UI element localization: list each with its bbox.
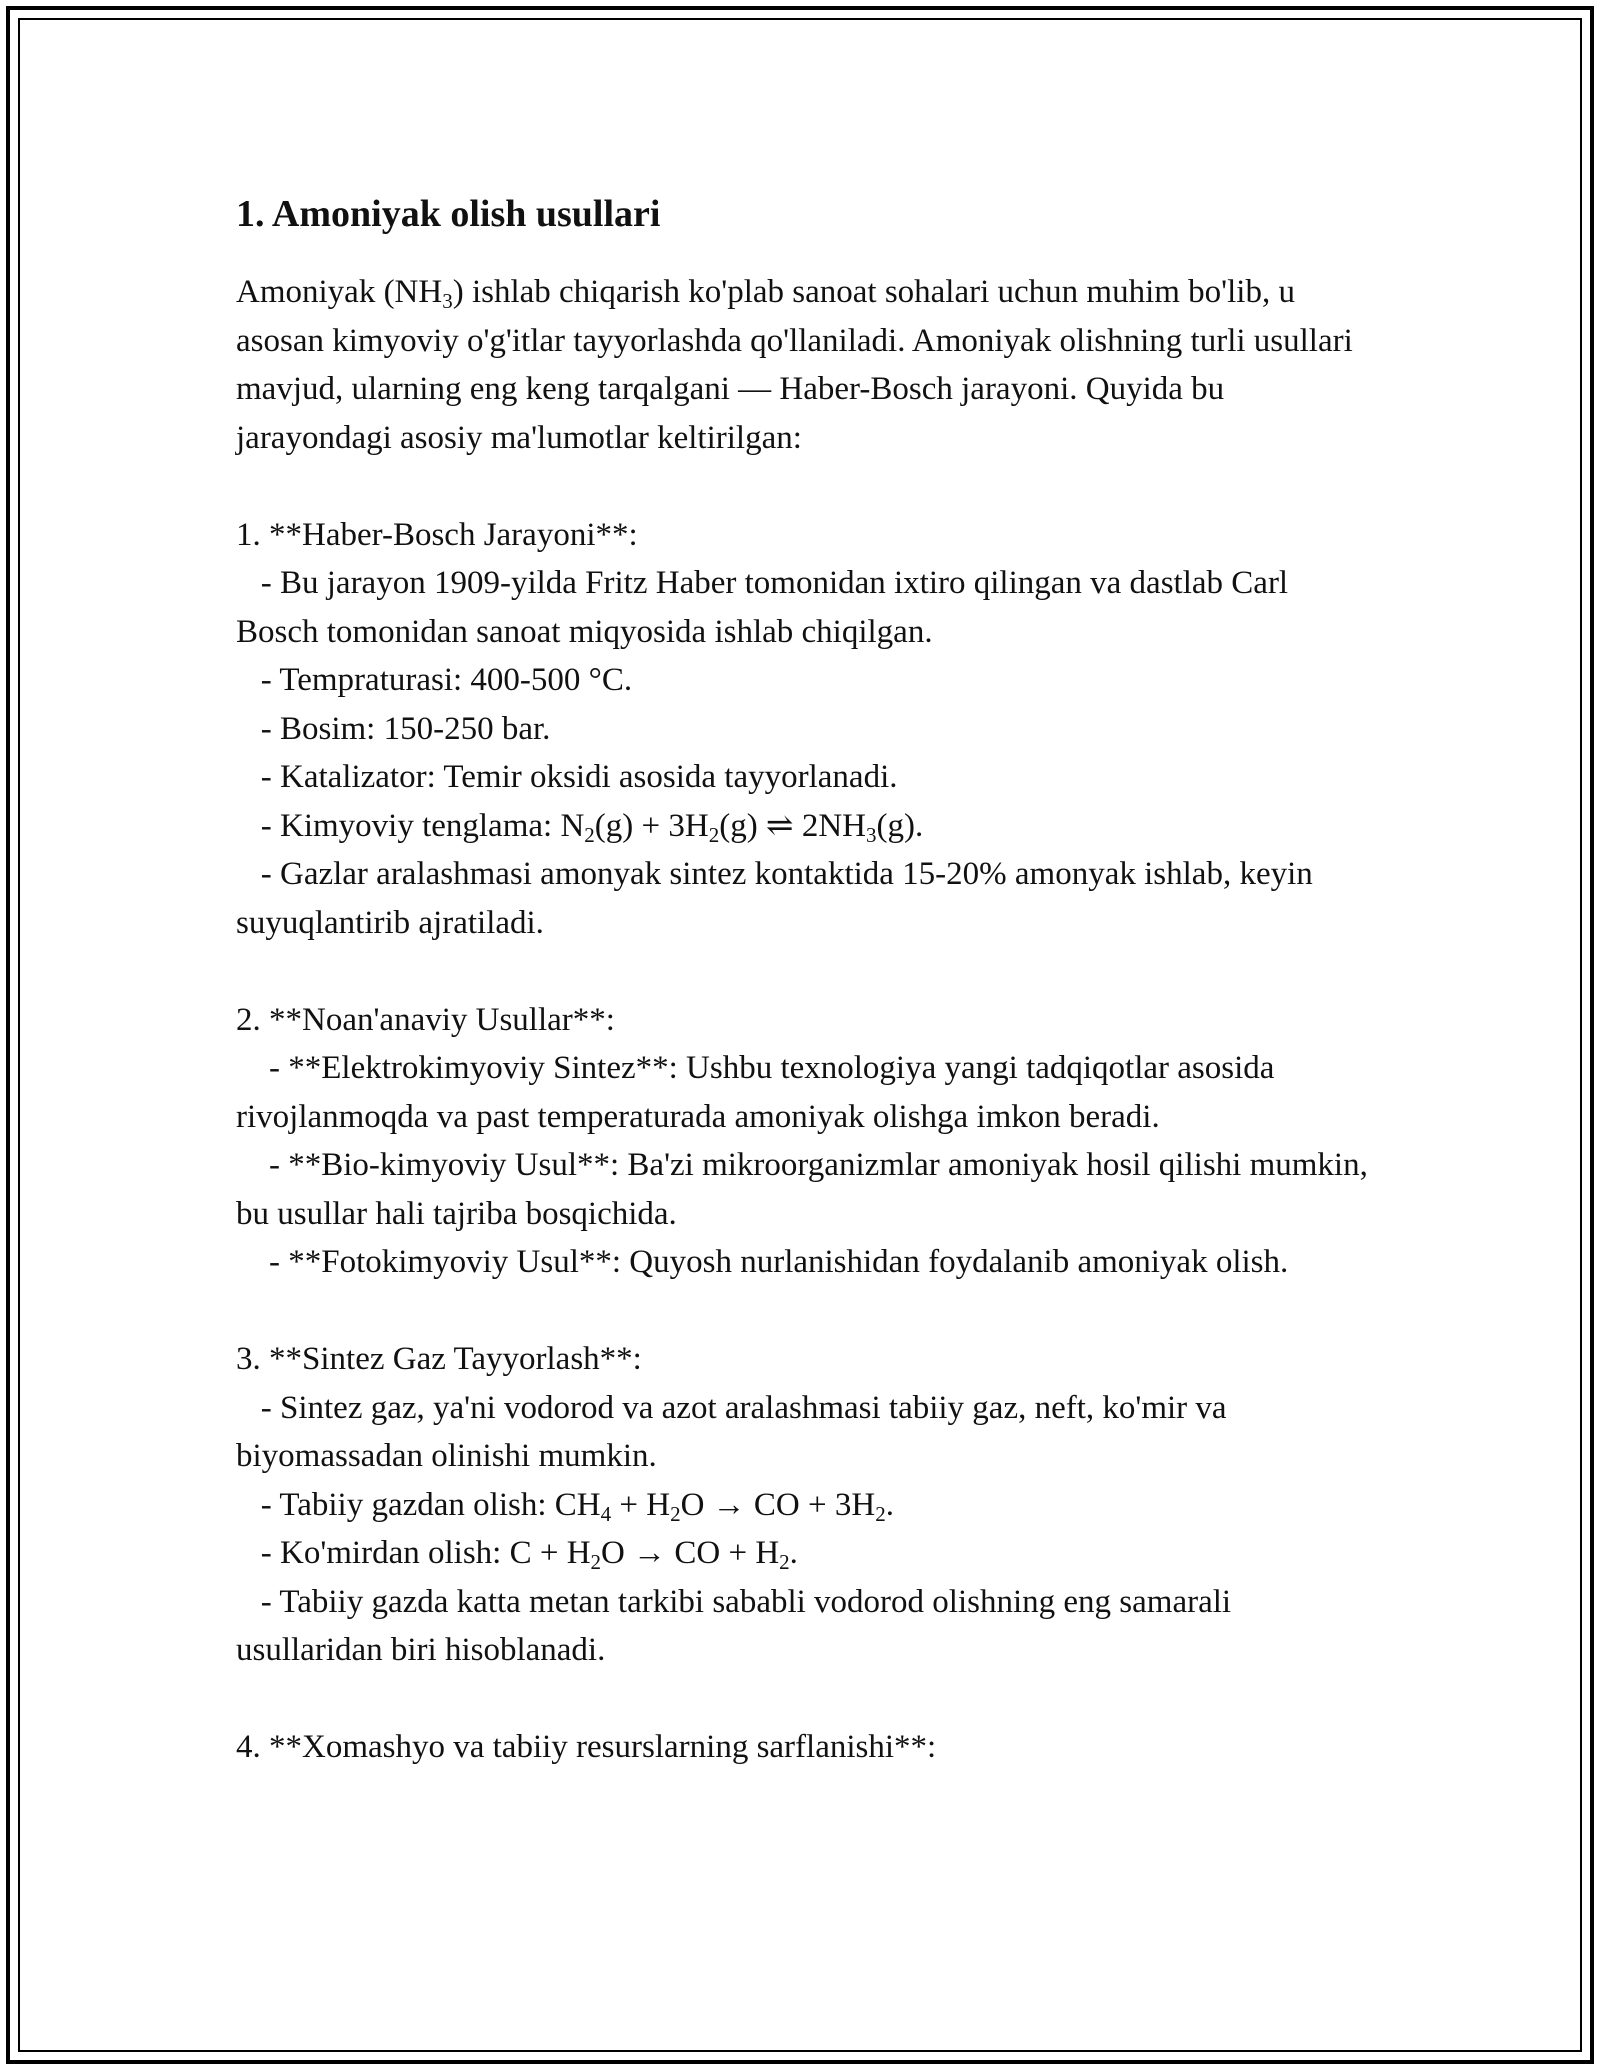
section3-title: 3. **Sintez Gaz Tayyorlash**: (236, 1341, 642, 1377)
eq-part: O → CO + H (601, 1535, 780, 1571)
eq-subscript: 2 (584, 822, 595, 847)
intro-text-2: ) ishlab chiqarish ko'plab sanoat sohalari uchun muhim bo'lib, u asosan kimyoviy o'g'itlar tayyorlashda qo'llaniladi. Amoniyak olishning turli usullari mavjud, ularning eng keng tarqalgani — Haber-Bosch jarayoni. Quyida bu jarayondagi asosiy ma'lumotlar keltirilgan: (236, 274, 1353, 456)
eq-subscript: 3 (866, 822, 877, 847)
section2-bullet-1: - **Elektrokimyoviy Sintez**: Ushbu texnologiya yangi tadqiqotlar asosida rivojlanmoqda va past temperaturada amoniyak olishga imkon beradi. (236, 1050, 1283, 1135)
section1-bullet-5-equation (236, 802, 1376, 851)
eq-part: - Ko'mirdan olish: C + H (236, 1535, 591, 1571)
section1-bullet-3: - Bosim: 150-250 bar. (236, 710, 551, 747)
eq-subscript: 4 (600, 1501, 612, 1526)
eq-part: . (885, 1486, 894, 1523)
section3-bullet-3-equation (236, 1529, 1376, 1578)
spacer (236, 462, 1376, 511)
eq-part: - Kimyoviy tenglama: N (236, 807, 585, 844)
section3-bullet-4: - Tabiiy gazda katta metan tarkibi sababli vodorod olishning eng samarali usullaridan biri hisoblanadi. (236, 1583, 1240, 1668)
section1-title: 1. **Haber-Bosch Jarayoni**: (236, 516, 638, 553)
section1-bullet-4: - Katalizator: Temir oksidi asosida tayyorlanadi. (236, 759, 898, 795)
eq-subscript: 2 (875, 1501, 886, 1526)
eq-part: O → CO + 3H (680, 1486, 876, 1523)
eq-part: (g). (876, 807, 924, 844)
intro-paragraph (236, 268, 1376, 462)
eq-part: . (789, 1535, 798, 1571)
eq-subscript: 2 (779, 1550, 790, 1574)
spacer (236, 1287, 1376, 1336)
eq-subscript: 2 (590, 1550, 602, 1574)
section2-title: 2. **Noan'anaviy Usullar**: (236, 1001, 615, 1038)
eq-part: (g) ⇌ 2NH (719, 807, 866, 844)
section1-bullet-1: - Bu jarayon 1909-yilda Fritz Haber tomonidan ixtiro qilingan va dastlab Carl Bosch tomonidan sanoat miqyosida ishlab chiqilgan. (236, 565, 1297, 650)
eq-part: + H (611, 1486, 671, 1523)
spacer (236, 947, 1376, 996)
section3-bullet-1: - Sintez gaz, ya'ni vodorod va azot aralashmasi tabiiy gaz, neft, ko'mir va biyomassadan olinishi mumkin. (236, 1389, 1235, 1474)
section4-title: 4. **Xomashyo va tabiiy resurslarning sarflanishi**: (236, 1729, 937, 1765)
eq-part: (g) + 3H (594, 807, 709, 844)
intro-text-1: Amoniyak (NH (236, 274, 443, 310)
eq-part: - Tabiiy gazdan olish: CH (236, 1486, 601, 1523)
document-heading: 1. Amoniyak olish usullari (236, 193, 661, 235)
eq-subscript: 2 (708, 822, 720, 847)
section1-bullet-2: - Tempraturasi: 400-500 °C. (236, 662, 633, 698)
spacer (236, 1675, 1376, 1724)
eq-subscript: 2 (670, 1501, 681, 1526)
intro-subscript: 3 (442, 289, 453, 313)
document-body (236, 190, 1376, 1772)
section2-bullet-3: - **Fotokimyoviy Usul**: Quyosh nurlanishidan foydalanib amoniyak olish. (236, 1244, 1289, 1280)
section1-bullet-6: - Gazlar aralashmasi amonyak sintez kontaktida 15-20% amonyak ishlab, keyin suyuqlantirib ajratiladi. (236, 856, 1322, 941)
section2-bullet-2: - **Bio-kimyoviy Usul**: Ba'zi mikroorganizmlar amoniyak hosil qilishi mumkin, bu usullar hali tajriba bosqichida. (236, 1147, 1377, 1232)
section3-bullet-2-equation (236, 1481, 1376, 1530)
